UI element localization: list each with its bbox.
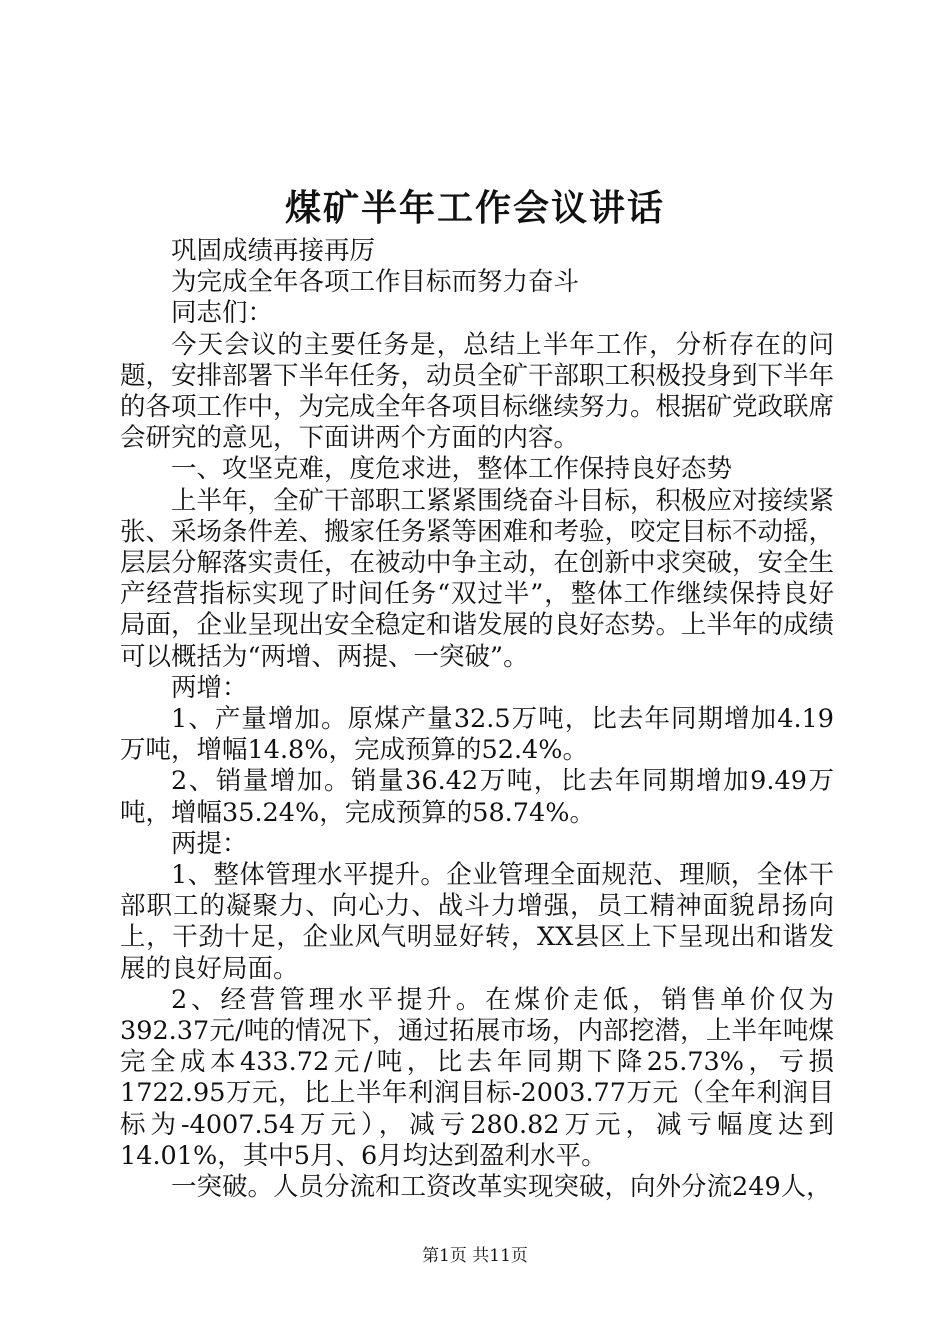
document-title: 煤矿半年工作会议讲话	[284, 187, 665, 229]
salutation: 同志们：	[171, 298, 274, 329]
paragraph-breakthrough: 一突破。人员分流和工资改革实现突破，向外分流249人，	[171, 1172, 832, 1203]
paragraph-operations-improvement: 2、经营管理水平提升。在煤价走低，销售单价仅为392.37元/吨的情况下，通过拓展市场，内部挖潜，上半年吨煤完全成本433.72元/吨，比去年同期下降25.73%，亏损1722.95万元，比上半年利润目标-2003.77万元（全年利润目标为-4007.54万元），减亏280.82万元，减亏幅度达到14.01%，其中5月、6月均达到盈利水平。	[120, 984, 834, 1171]
document-body	[120, 236, 834, 1203]
paragraph-management-improvement: 1、整体管理水平提升。企业管理全面规范、理顺，全体干部职工的凝聚力、向心力、战斗力增强，员工精神面貌昂扬向上，干劲十足，企业风气明显好转，XX县区上下呈现出和谐发展的良好局面。	[120, 860, 834, 984]
section-heading-1: 一、攻坚克难，度危求进，整体工作保持良好态势	[171, 454, 733, 485]
page-footer: 第1页 共11页	[422, 1246, 528, 1266]
subheading-two-improvements: 两提：	[171, 828, 248, 859]
subheading-two-increases: 两增：	[171, 672, 248, 703]
paragraph-sales-increase: 2、销量增加。销量36.42万吨，比去年同期增加9.49万吨，增幅35.24%，完成预算的58.74%。	[120, 766, 834, 828]
paragraph-intro: 今天会议的主要任务是，总结上半年工作，分析存在的问题，安排部署下半年任务，动员全矿干部职工积极投身到下半年的各项工作中，为完成全年各项目标继续努力。根据矿党政联席会研究的意见，下面讲两个方面的内容。	[120, 329, 835, 454]
paragraph-summary: 上半年，全矿干部职工紧紧围绕奋斗目标，积极应对接续紧张、采场条件差、搬家任务紧等困难和考验，咬定目标不动摇，层层分解落实责任，在被动中争主动，在创新中求突破，安全生产经营指标实现了时间任务“双过半”，整体工作继续保持良好局面，企业呈现出安全稳定和谐发展的良好态势。上半年的成绩可以概括为“两增、两提、一突破”。	[120, 485, 835, 672]
paragraph-output-increase: 1、产量增加。原煤产量32.5万吨，比去年同期增加4.19万吨，增幅14.8%，完成预算的52.4%。	[120, 704, 834, 766]
heading-line-1: 巩固成绩再接再厉	[171, 236, 376, 266]
heading-line-2: 为完成全年各项工作目标而努力奋斗	[171, 267, 580, 298]
